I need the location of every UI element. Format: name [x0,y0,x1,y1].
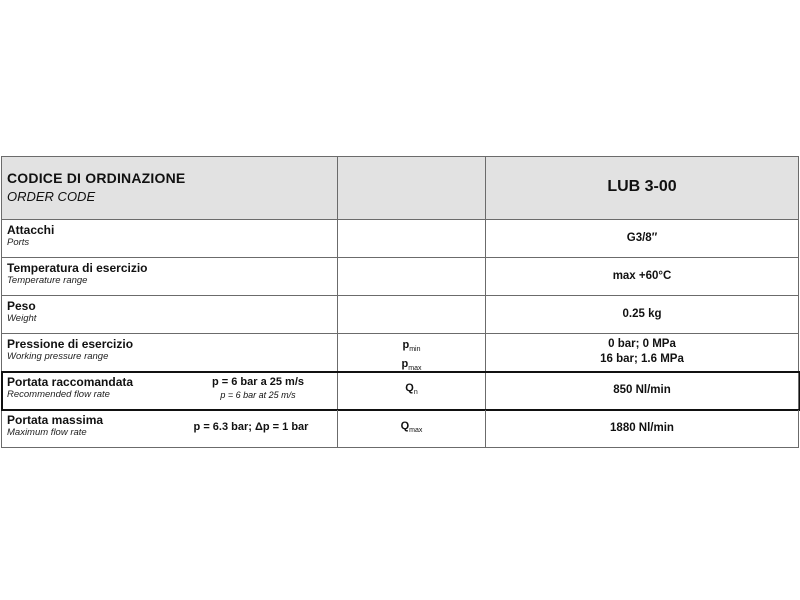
header-code-cell [486,157,799,220]
row-value: max +60°C [612,270,672,282]
row-label-it: Attacchi [7,223,55,237]
header-row [2,157,799,220]
symbol-qn: $Q_n$ [405,382,418,397]
symbol-qmax: $Q_{max}$ [400,420,423,435]
product-code: LUB 3-00 [607,178,677,195]
header-label-cell [2,157,338,220]
order-code-table [1,156,799,448]
table-row-pressure [2,334,799,372]
symbol-pmax: $p_{max}$ [401,358,422,373]
condition: p = 6.3 bar; Δp = 1 bar [193,421,309,433]
row-value: 0.25 kg [622,308,662,320]
table-row-recommended-flow [2,372,799,410]
row-value: 1880 Nl/min [610,422,674,434]
row-label-en: Working pressure range [7,351,109,362]
row-value: 850 Nl/min [613,384,671,396]
table-row-ports [2,220,799,258]
row-label-it: Portata massima [7,413,104,427]
row-label-en: Maximum flow rate [7,427,87,438]
row-label-it: Pressione di esercizio [7,337,134,351]
table-row-weight [2,296,799,334]
condition-it: p = 6 bar a 25 m/s [211,376,305,388]
symbol-pmin: $p_{min}$ [402,339,421,354]
row-label-en: Temperature range [7,275,88,286]
order-code-title-en: ORDER CODE [7,189,96,204]
row-label-it: Temperatura di esercizio [7,261,148,275]
row-label-en: Weight [7,313,37,324]
order-code-title-it: CODICE DI ORDINAZIONE [7,170,186,186]
table-row-max-flow [2,410,799,448]
condition-en: p = 6 bar at 25 m/s [220,390,296,400]
row-value-min: 0 bar; 0 MPa [608,338,676,350]
table-row-temperature [2,258,799,296]
row-label-en: Recommended flow rate [7,389,110,400]
header-symbol-cell [338,157,486,220]
row-label-en: Ports [7,237,30,248]
row-value: G3/8″ [626,232,658,244]
row-label-it: Portata raccomandata [7,375,134,389]
row-value-max: 16 bar; 1.6 MPa [600,353,684,365]
row-label-it: Peso [7,299,36,313]
